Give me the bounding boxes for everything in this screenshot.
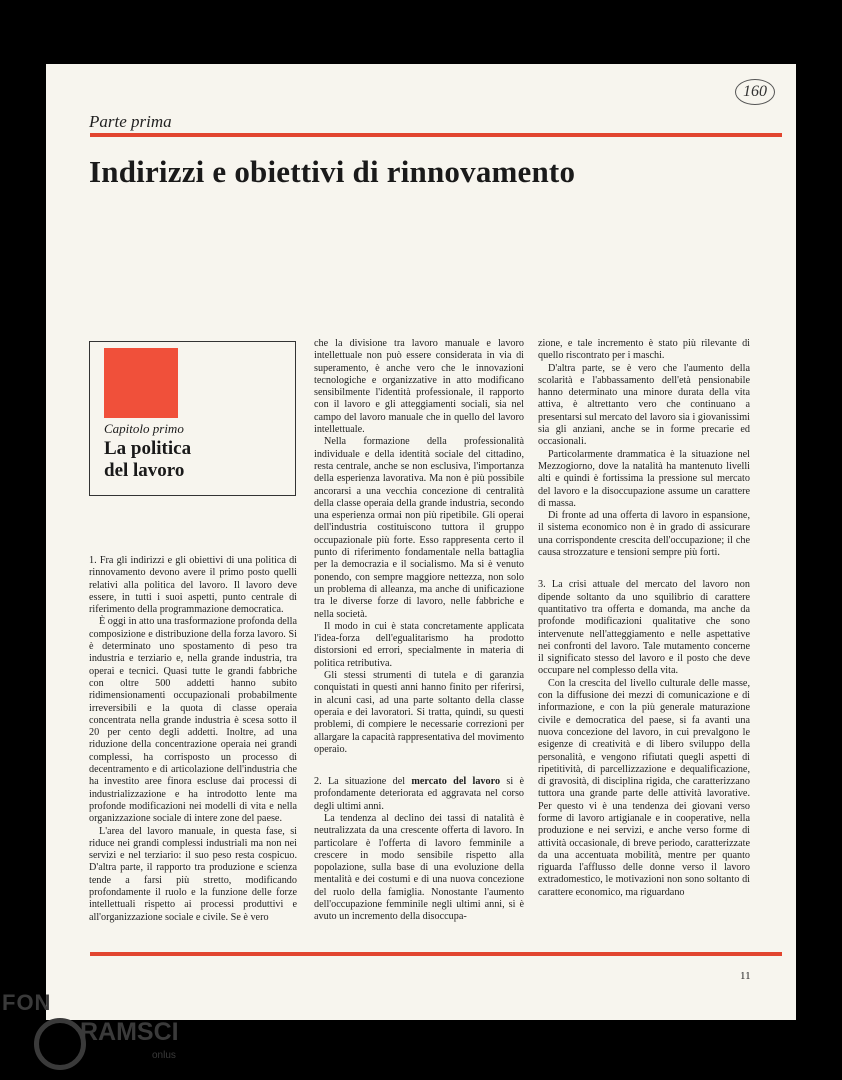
- paragraph: L'area del lavoro manuale, in questa fase, si riduce nei grandi complessi industriali ma non nei servizi e nel terziario: il suo peso resta cospicuo. D'altra parte, il rapporto tra produzione e scienza tende a farsi più stretto, modificando profondamente il ruolo e la funzione delle forze intellettuali rispetto ai processi produttivi e all'organizzazione sociale e civile. Se è vero: [89, 825, 297, 923]
- chapter-title: [104, 438, 191, 482]
- chapter-kicker: Capitolo primo: [104, 421, 184, 436]
- header-rule: [90, 133, 782, 137]
- watermark-text: FON: [2, 990, 52, 1015]
- chapter-box: [89, 341, 296, 496]
- paragraph: Particolarmente drammatica è la situazione nel Mezzogiorno, dove la natalità ha mantenuto livelli alti e quindi è fortissima la pressione sul mercato del lavoro e la disoccupazione assume un carattere di massa.: [538, 448, 750, 509]
- archive-number: 160: [735, 79, 775, 105]
- chapter-title-line1: La politica: [104, 438, 192, 459]
- watermark-logo-icon: [34, 1018, 86, 1070]
- paragraph: Il modo in cui è stata concretamente applicata l'idea-forza dell'egualitarismo ha prodotto distorsioni ed errori, specialmente in materia di politica retributiva.: [314, 620, 524, 669]
- footer-rule: [90, 952, 782, 956]
- text-column-1: [89, 555, 297, 924]
- text-column-2: [314, 338, 524, 924]
- paragraph: D'altra parte, se è vero che l'aumento della scolarità e l'abbassamento dell'età pensionabile hanno determinato una minore durata della vita attiva, è altrettanto vero che continuano a presentarsi sul mercato del lavoro sia i giovanissimi sia gli anziani, anche se in forme precarie ed occasionali.: [538, 362, 750, 448]
- section-2-heading: [314, 776, 524, 813]
- chapter-title-line2: del lavoro: [104, 460, 185, 481]
- page-title: Indirizzi e obiettivi di rinnovamento: [89, 154, 576, 189]
- paragraph: Gli stessi strumenti di tutela e di garanzia conquistati in questi anni hanno finito per riferirsi, in alcuni casi, ad una parte soltanto della classe operaia e dei lavoratori. Si tratta, quindi, su questi problemi, di compiere le necessarie correzioni per allargare la capacità rappresentativa del movimento operaio.: [314, 670, 524, 755]
- paragraph: che la divisione tra lavoro manuale e lavoro intellettuale non può essere considerata in via di superamento, è anche vero che le innovazioni tecnologiche e organizzative in atto modificano sensibilmente l'identità professionale, il rapporto con il lavoro e gli atteggiamenti sociali, sia nel campo del lavoro manuale che in quello del lavoro intellettuale.: [314, 338, 524, 436]
- paragraph: zione, e tale incremento è stato più rilevante di quello riscontrato per i maschi.: [538, 338, 750, 362]
- watermark-text: RAMSCI: [80, 1018, 179, 1046]
- section-label: Parte prima: [89, 112, 172, 131]
- section-2-keyword: mercato del lavoro: [411, 776, 501, 788]
- document-page: [46, 64, 796, 1020]
- watermark-text: onlus: [152, 1050, 176, 1061]
- section-2-rest: si è profondamente deteriorata ed aggravata nel corso degli ultimi anni.: [314, 776, 524, 812]
- page-number: 11: [740, 970, 751, 982]
- paragraph: Nella formazione della professionalità individuale e della identità sociale del cittadino, resta centrale, anche se non esclusiva, l'importanza della esperienza lavorativa. Ma non è più possibile ancorarsi a una vecchia concezione di centralità della classe operaia della grande industria, secondo una esperienza ormai non più ripetibile. Gli operai dell'industria costituiscono tuttora il gruppo occupazionale più forte. Esso rappresenta certo il punto di riferimento fondamentale nella battaglia per la democrazia e il socialismo. Ma si è venuto ponendo, con sempre maggiore nettezza, non solo un problema di alleanza, ma anche di unificazione tra le diverse forze di lavoro, nelle fabbriche e nella società.: [314, 436, 524, 620]
- text-column-3: [538, 338, 750, 899]
- paragraph: 3. La crisi attuale del mercato del lavoro non dipende soltanto da uno squilibrio di carattere quantitativo tra offerta e domanda, ma anche da profonde modificazioni qualitative che sono intervenute nell'atteggiamento e nelle aspettative nei confronti del lavoro. Tale mutamento concerne il significato stesso del lavoro e il posto che deve occupare nel complesso della vita.: [538, 579, 750, 677]
- chapter-red-square: [104, 348, 178, 418]
- section-2-intro: 2. La situazione del: [314, 776, 412, 788]
- paragraph: Di fronte ad una offerta di lavoro in espansione, il sistema economico non è in grado di assicurare una corrispondente crescita dell'occupazione; il che causa strozzature e tensioni sempre più forti.: [538, 510, 750, 559]
- paragraph: 1. Fra gli indirizzi e gli obiettivi di una politica di rinnovamento devono avere il primo posto quelli relativi alla politica del lavoro. Il lavoro deve essere, in tutti i suoi aspetti, punto centrale di riferimento della programmazione democratica.: [89, 555, 297, 616]
- paragraph: È oggi in atto una trasformazione profonda della composizione e distribuzione della forza lavoro. Si è determinato uno spostamento di peso tra industria e terziario e, nella grande industria, tra operai e tecnici. Quasi tutte le grandi fabbriche con oltre 500 addetti hanno subito ridimensionamenti occupazionali probabilmente irreversibili e la quota di classe operaia concentrata nella grande industria è scesa sotto il 20 per cento degli addetti. Inoltre, ad una riduzione della concentrazione operaia nei grandi complessi, ha corrisposto un processo di decentramento e di articolazione dell'industria che ha investito aree finora escluse dai processi di industrializzazione e ha introdotto lente ma profonde modificazioni nei modelli di vita e nella organizzazione sociale di intere zone del paese.: [89, 616, 297, 825]
- paragraph: La tendenza al declino dei tassi di natalità è neutralizzata da una crescente offerta di lavoro. In particolare è l'offerta di lavoro femminile a crescere in modo sensibile rispetto alla popolazione, sulla base di una evoluzione della mentalità e dei costumi e di una nuova concezione del ruolo della famiglia. Nonostante l'aumento dell'occupazione femminile negli ultimi anni, si è avuto un incremento della disoccupa-: [314, 812, 524, 923]
- paragraph: Con la crescita del livello culturale delle masse, con la diffusione dei mezzi di comunicazione e di informazione, e con la più generale maturazione civile e democratica del paese, si fa avanti una nuova concezione del lavoro, in cui prevalgono le esigenze di creatività e di libero sviluppo della personalità, e vengono rifiutati quegli aspetti di ripetitività, di parcellizzazione e dequalificazione, di gravosità, di disciplina rigida, che caratterizzano tuttora una grande parte delle attività lavorative. Per questo vi è una tendenza dei giovani verso forme di lavoro artigianale e in cooperative, nella produzione e nei servizi, e anche verso forme di attività occasionale, di breve periodo, caratterizzate da una accentuata mobilità, mentre per quanto riguarda l'afflusso delle donne verso il lavoro extradomestico, le motivazioni non sono soltanto di carattere economico, ma riguardano: [538, 677, 750, 898]
